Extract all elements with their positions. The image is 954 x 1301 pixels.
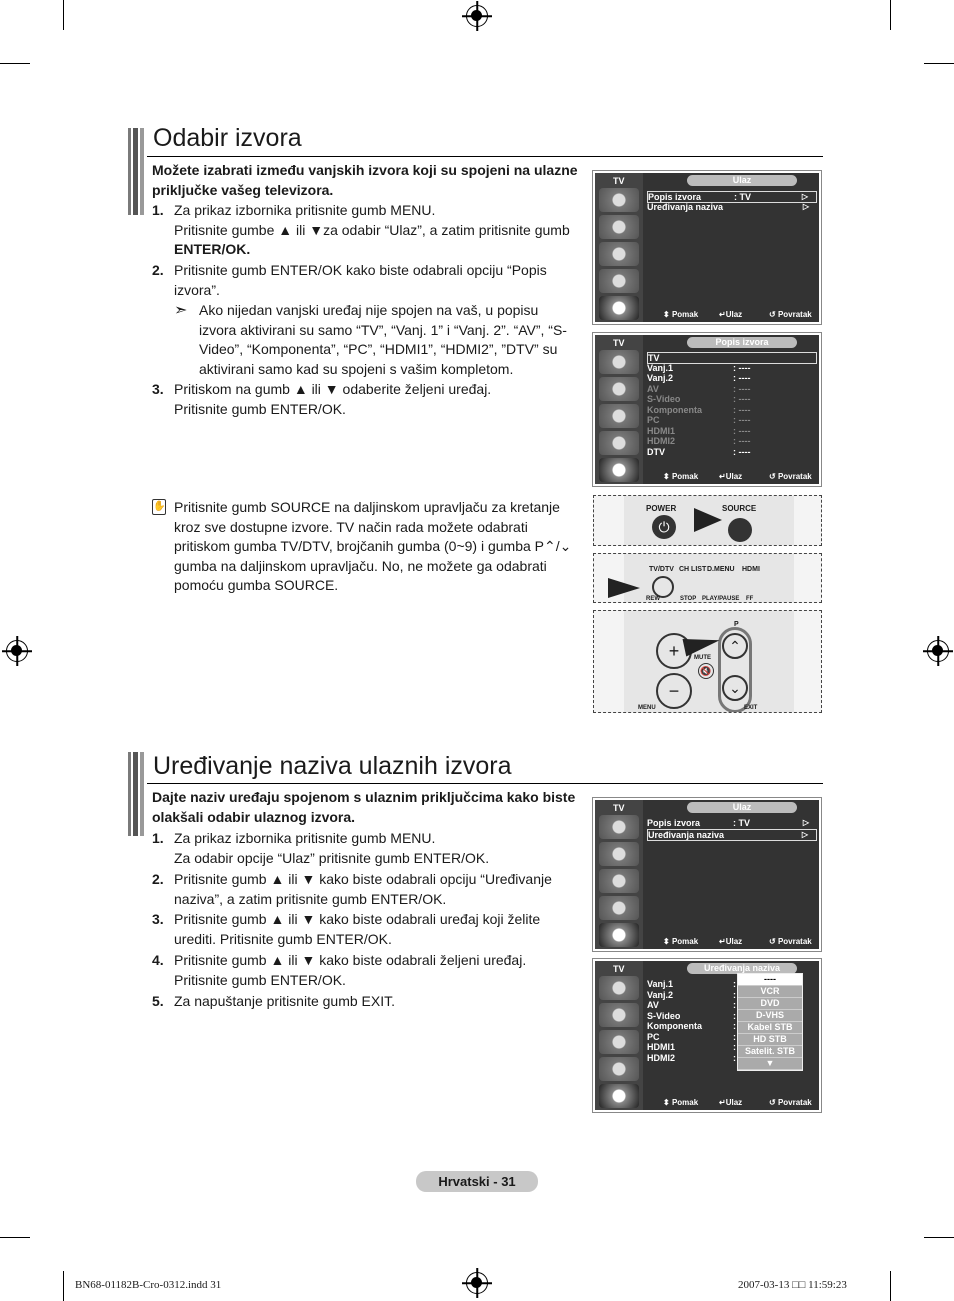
colon: : — [733, 989, 736, 1000]
osd-foot-enter: ↵Ulaz — [719, 472, 743, 481]
foot-label: Povratak — [777, 1098, 812, 1107]
colon: : — [733, 1031, 736, 1042]
foot-label: Ulaz — [725, 1098, 743, 1107]
step-number: 5. — [152, 993, 164, 1009]
osd-item-source-list[interactable] — [647, 818, 817, 828]
channel-menu-icon — [599, 869, 639, 893]
edit-item-name: S-Video — [647, 1010, 681, 1021]
section-bar — [128, 128, 144, 215]
osd-input-menu-edit — [592, 797, 822, 952]
source-name: S-Video — [647, 394, 681, 404]
step-2 — [152, 261, 582, 300]
crop-mark — [0, 1237, 30, 1238]
source-value: : ---- — [733, 383, 751, 394]
source-list-item[interactable] — [647, 363, 817, 373]
source-button[interactable] — [728, 518, 752, 542]
step-line: naziva”, a zatim pritisnite gumb ENTER/OK. — [174, 890, 447, 907]
colon: : — [733, 1052, 736, 1063]
picture-menu-icon — [599, 350, 639, 374]
step-line: Pritisnite gumb ENTER/OK. — [174, 400, 346, 417]
edit-item-name: Vanj.1 — [647, 979, 674, 989]
title-rule — [147, 783, 823, 784]
note-line: gumba na daljinskom upravljaču. No, ne možete ga odabrati — [174, 557, 547, 574]
chlist-label: CH LIST — [679, 566, 707, 573]
dropdown-option[interactable]: D-VHS — [738, 1010, 802, 1022]
edit-item-name: PC — [647, 1031, 660, 1042]
source-value: : ---- — [733, 394, 751, 404]
source-list-item[interactable] — [647, 415, 817, 425]
osd-header: Ulaz — [687, 175, 797, 186]
triangle-right-icon: ▷ — [801, 830, 808, 839]
source-value: : ---- — [733, 436, 751, 446]
osd-foot-move: ⬍ Pomak — [663, 310, 699, 319]
foot-label: Povratak — [777, 937, 812, 946]
channel-menu-icon — [599, 1030, 639, 1054]
osd-header: Popis izvora — [687, 337, 797, 348]
note-arrow-icon: ➣ — [174, 302, 188, 319]
foot-label: Pomak — [671, 310, 699, 319]
volume-up-button[interactable]: + — [656, 633, 692, 669]
picture-menu-icon — [599, 976, 639, 1000]
osd-edit-name — [592, 958, 822, 1113]
remote-note — [174, 498, 584, 596]
colon: : — [733, 1042, 736, 1052]
step-3 — [152, 910, 582, 949]
osd-foot-move: ⬍ Pomak — [663, 937, 699, 946]
channel-menu-icon — [599, 404, 639, 428]
dropdown-option[interactable]: ---- — [738, 974, 802, 986]
step-number: 2. — [152, 262, 164, 278]
dropdown-option[interactable]: HD STB — [738, 1034, 802, 1046]
osd-item-value: : TV — [734, 192, 751, 202]
step-line: Pritisnite gumb ▲ ili ▼ kako biste odabrali opciju “Uređivanje — [174, 871, 552, 887]
section-intro: Možete izabrati između vanjskih izvora koji su spojeni na ulazne priključke vašeg televizora. — [152, 162, 578, 198]
osd-header: Uređivanja naziva — [687, 963, 797, 974]
source-name: PC — [647, 415, 660, 425]
step-line: Pritiskom na gumb ▲ ili ▼ odaberite željeni uređaj. — [174, 381, 492, 397]
picture-menu-icon — [599, 815, 639, 839]
step-line: Za prikaz izbornika pritisnite gumb MENU. — [174, 202, 436, 218]
dropdown-option[interactable]: Satelit. STB — [738, 1046, 802, 1058]
source-list-item[interactable] — [647, 373, 817, 383]
edit-item-name: Vanj.2 — [647, 989, 674, 1000]
crop-mark — [63, 0, 64, 30]
step-line: Za prikaz izbornika pritisnite gumb MENU. — [174, 830, 436, 846]
power-button[interactable]: ⏻ — [652, 515, 676, 539]
input-menu-icon — [599, 296, 639, 320]
page-number: Hrvatski - 31 — [416, 1171, 538, 1192]
dmenu-label: D.MENU — [707, 566, 735, 573]
osd-item-label: Popis izvora — [648, 192, 702, 202]
osd-header: Ulaz — [687, 802, 797, 813]
remote-channel — [593, 610, 822, 713]
source-value: : ---- — [733, 446, 751, 457]
step-number: 4. — [152, 952, 164, 968]
triangle-right-icon: ▷ — [802, 202, 809, 211]
step-number: 3. — [152, 381, 164, 397]
registration-mark-icon — [466, 5, 488, 27]
rew-label: REW — [646, 596, 660, 602]
step-number: 1. — [152, 202, 164, 218]
source-value: : ---- — [733, 362, 751, 373]
note-line: Pritisnite gumb SOURCE na daljinskom upravljaču za kretanje — [174, 499, 560, 515]
osd-item-label: Uređivanja naziva — [647, 202, 724, 212]
sound-menu-icon — [599, 215, 639, 239]
edit-item-name: Komponenta — [647, 1021, 702, 1031]
osd-item-label: Popis izvora — [647, 818, 701, 828]
note-line: Video”, “Komponenta”, “PC”, “HDMI1”, “HDMI2”, ”DTV” su — [199, 341, 558, 357]
menu-label: MENU — [638, 705, 656, 711]
triangle-right-icon: ▷ — [801, 192, 808, 201]
osd-tv-label: TV — [613, 338, 625, 348]
step-line: Za odabir opcije “Ulaz” pritisnite gumb ENTER/OK. — [174, 849, 490, 866]
foot-label: Pomak — [671, 472, 699, 481]
osd-item-edit-name[interactable] — [647, 829, 817, 841]
ff-label: FF — [746, 596, 754, 602]
colon: : — [733, 1000, 736, 1010]
colon: : — [733, 1021, 736, 1031]
osd-input-menu — [592, 170, 822, 325]
remote-power-source — [593, 495, 822, 546]
crop-mark — [924, 1237, 954, 1238]
edit-item-name: HDMI1 — [647, 1042, 676, 1052]
title-rule — [147, 156, 823, 157]
source-list-item[interactable] — [647, 384, 817, 394]
source-value: : ---- — [733, 404, 751, 415]
step-number: 3. — [152, 911, 164, 927]
step-line: urediti. Pritisnite gumb ENTER/OK. — [174, 930, 392, 947]
source-list-item[interactable] — [647, 426, 817, 436]
p-label: P — [734, 621, 739, 628]
triangle-right-icon: ▷ — [802, 818, 809, 827]
step-line: Pritisnite gumbe ▲ ili ▼za odabir “Ulaz”, a zatim pritisnite gumb — [174, 221, 570, 238]
playpause-label: PLAY/PAUSE — [702, 596, 740, 602]
mute-icon[interactable]: 🔇 — [698, 663, 714, 679]
foot-label: Ulaz — [725, 310, 743, 319]
sound-menu-icon — [599, 377, 639, 401]
source-label: SOURCE — [722, 504, 757, 513]
note-line: aktivirani samo kad su spojeni s vašim kompletom. — [199, 360, 514, 377]
osd-item-edit-name[interactable] — [647, 202, 817, 212]
step-1 — [152, 201, 582, 260]
osd-foot-enter: ↵Ulaz — [719, 310, 743, 319]
section-title: Uređivanje naziva ulaznih izvora — [153, 752, 512, 780]
colon: : — [733, 979, 736, 989]
input-menu-icon — [599, 458, 639, 482]
step-number: 1. — [152, 830, 164, 846]
step-line: Za napuštanje pritisnite gumb EXIT. — [174, 993, 396, 1009]
note-block — [199, 301, 589, 379]
crop-mark — [924, 63, 954, 64]
foot-label: Pomak — [671, 1098, 699, 1107]
channel-menu-icon — [599, 242, 639, 266]
setup-menu-icon — [599, 896, 639, 920]
note-line: pritiskom gumba TV/DTV, brojčanih gumba (0~9) i gumba P⌃/⌄ — [174, 538, 572, 554]
remote-note-icon: ✋ — [152, 499, 166, 515]
pointer-arrow-icon — [608, 578, 640, 598]
input-menu-icon — [599, 923, 639, 947]
step-line: Pritisnite gumb ▲ ili ▼ kako biste odabrali željeni uređaj. — [174, 952, 527, 968]
source-name: AV — [647, 383, 659, 394]
registration-mark-icon — [6, 640, 28, 662]
osd-tv-label: TV — [613, 803, 625, 813]
step-3 — [152, 380, 582, 419]
dropdown-option[interactable]: Kabel STB — [738, 1022, 802, 1034]
source-value: : ---- — [733, 415, 751, 425]
osd-foot-move: ⬍ Pomak — [663, 472, 699, 481]
footer-date: 2007-03-13 □□ 11:59:23 — [738, 1279, 847, 1291]
pointer-arrow-icon — [694, 508, 722, 532]
osd-foot-back: ↺ Povratak — [769, 472, 812, 481]
source-list-item[interactable] — [647, 447, 817, 457]
source-list-item[interactable] — [647, 405, 817, 415]
registration-mark-icon — [927, 640, 949, 662]
source-name: HDMI1 — [647, 425, 676, 436]
step-2 — [152, 870, 582, 909]
foot-label: Pomak — [671, 937, 699, 946]
osd-item-label: Uređivanja naziva — [648, 830, 725, 840]
remote-tvdtv — [593, 553, 822, 603]
edit-item-name: HDMI2 — [647, 1052, 676, 1063]
power-label: POWER — [646, 504, 677, 513]
tvdtv-button[interactable] — [652, 576, 674, 598]
osd-foot-back: ↺ Povratak — [769, 310, 812, 319]
step-number: 2. — [152, 871, 164, 887]
section-intro: Dajte naziv uređaju spojenom s ulaznim priključcima kako biste olakšali odabir ulaznog izvora. — [152, 789, 576, 825]
source-name: DTV — [647, 446, 665, 457]
source-name: Vanj.1 — [647, 362, 674, 373]
crop-mark — [0, 63, 30, 64]
step-line: Pritisnite gumb ENTER/OK. — [174, 971, 346, 988]
step-line: ENTER/OK. — [174, 241, 251, 257]
section-title: Odabir izvora — [153, 124, 302, 152]
dropdown-option[interactable]: VCR — [738, 986, 802, 998]
osd-foot-enter: ↵Ulaz — [719, 1098, 743, 1107]
step-line: Pritisnite gumb ENTER/OK kako biste odabrali opciju “Popis — [174, 262, 547, 278]
source-name: Komponenta — [647, 404, 702, 415]
setup-menu-icon — [599, 431, 639, 455]
hdmi-label: HDMI — [742, 566, 760, 573]
name-dropdown[interactable] — [737, 973, 803, 1071]
volume-down-button[interactable]: − — [656, 673, 692, 709]
osd-tv-label: TV — [613, 964, 625, 974]
setup-menu-icon — [599, 1057, 639, 1081]
crop-mark — [890, 0, 891, 30]
colon: : — [733, 1010, 736, 1021]
foot-label: Povratak — [777, 310, 812, 319]
sound-menu-icon — [599, 842, 639, 866]
input-menu-icon — [599, 1084, 639, 1108]
dropdown-option[interactable]: ▼ — [738, 1058, 802, 1070]
picture-menu-icon — [599, 188, 639, 212]
note-line: Ako nijedan vanjski uređaj nije spojen na vaš, u popisu — [199, 302, 539, 318]
foot-label: Ulaz — [725, 937, 743, 946]
channel-up-button[interactable]: ⌃ — [722, 633, 748, 659]
osd-source-list — [592, 332, 822, 487]
osd-foot-back: ↺ Povratak — [769, 1098, 812, 1107]
source-name: TV — [648, 353, 660, 363]
note-line: kroz sve dostupne izvore. TV način rada možete odabrati — [174, 518, 528, 535]
registration-mark-icon — [466, 1272, 488, 1294]
source-list-item[interactable] — [647, 394, 817, 404]
source-value: : ---- — [733, 425, 751, 436]
source-value: : ---- — [733, 373, 751, 383]
step-line: izvora”. — [174, 281, 220, 298]
channel-down-button[interactable]: ⌄ — [722, 675, 748, 701]
source-name: Vanj.2 — [647, 373, 674, 383]
osd-foot-back: ↺ Povratak — [769, 937, 812, 946]
stop-label: STOP — [680, 596, 697, 602]
note-line: izvora aktivirani su samo “TV”, “Vanj. 1” i “Vanj. 2”. “AV”, “S- — [199, 321, 567, 338]
footer-file: BN68-01182B-Cro-0312.indd 31 — [75, 1279, 222, 1291]
step-5 — [152, 992, 582, 1012]
exit-label: EXIT — [744, 705, 758, 711]
note-line: pomoću gumba SOURCE. — [174, 577, 339, 593]
sound-menu-icon — [599, 1003, 639, 1027]
dropdown-option[interactable]: DVD — [738, 998, 802, 1010]
osd-foot-enter: ↵Ulaz — [719, 937, 743, 946]
foot-label: Povratak — [777, 472, 812, 481]
crop-mark — [63, 1271, 64, 1301]
osd-tv-label: TV — [613, 176, 625, 186]
osd-item-value: : TV — [733, 818, 750, 828]
edit-item-name: AV — [647, 1000, 659, 1010]
foot-label: Ulaz — [725, 472, 743, 481]
step-4 — [152, 951, 582, 990]
crop-mark — [890, 1271, 891, 1301]
osd-foot-move: ⬍ Pomak — [663, 1098, 699, 1107]
tvdtv-label: TV/DTV — [649, 566, 674, 573]
source-name: HDMI2 — [647, 436, 676, 446]
step-1 — [152, 829, 582, 868]
source-list-item[interactable] — [647, 436, 817, 446]
mute-label: MUTE — [694, 655, 711, 661]
step-line: Pritisnite gumb ▲ ili ▼ kako biste odabrali uređaj koji želite — [174, 911, 541, 927]
section-bar — [128, 752, 144, 836]
setup-menu-icon — [599, 269, 639, 293]
